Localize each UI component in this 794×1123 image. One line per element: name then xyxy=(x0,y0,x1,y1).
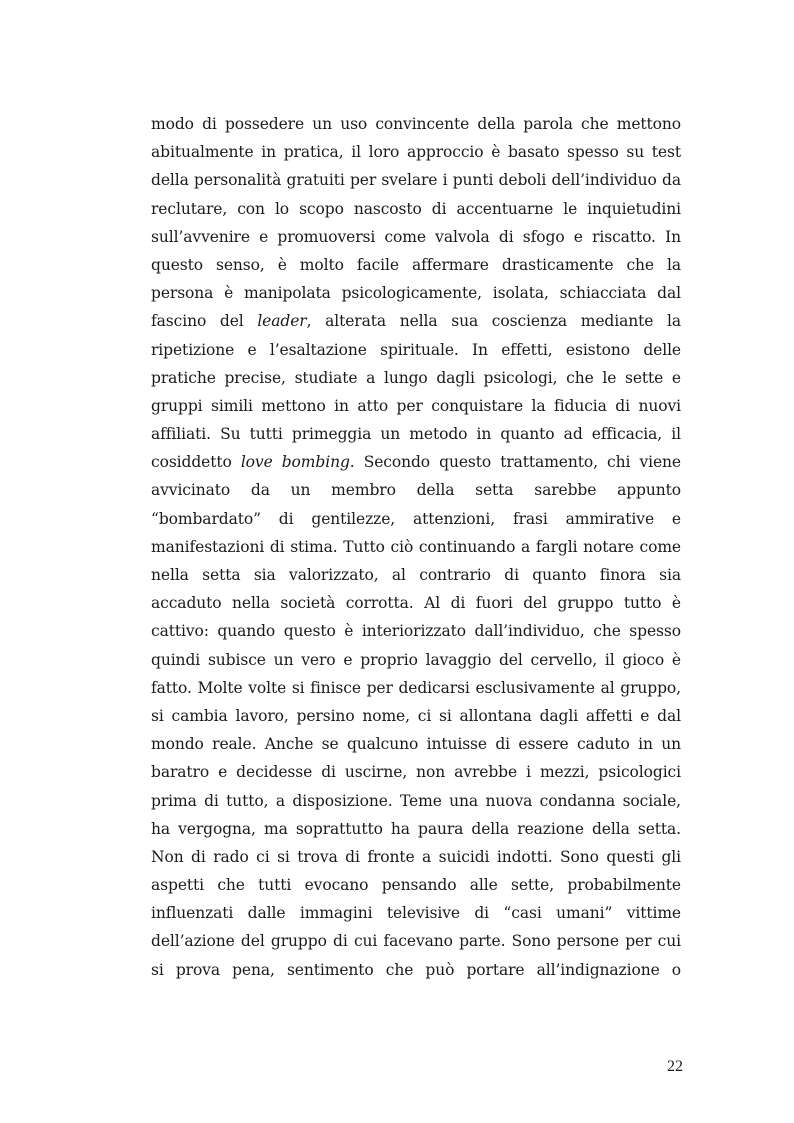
text-segment: , alterata nella sua coscienza mediante la xyxy=(306,312,681,331)
text-line: modo di possedere un uso convincente della parola che mettono xyxy=(151,115,681,133)
text-line: baratro e decidesse di uscirne, non avrebbe i mezzi, psicologici xyxy=(151,763,681,782)
text-line: affiliati. Su tutti primeggia un metodo in quanto ad efficacia, il xyxy=(151,425,681,444)
text-line: fatto. Molte volte si finisce per dedicarsi esclusivamente al gruppo, xyxy=(151,678,681,697)
text-line: ripetizione e l’esaltazione spirituale. In effetti, esistono delle xyxy=(151,340,681,359)
italic-term-love-bombing: love bombing xyxy=(240,453,350,472)
text-line xyxy=(151,307,681,335)
text-line: prima di tutto, a disposizione. Teme una nuova condanna sociale, xyxy=(151,791,681,810)
text-line: manifestazioni di stima. Tutto ciò continuando a fargli notare come xyxy=(151,537,681,556)
italic-term-leader: leader xyxy=(257,312,307,331)
text-segment: . Secondo questo trattamento, chi viene xyxy=(349,453,681,472)
text-line: cattivo: quando questo è interiorizzato dall’individuo, che spesso xyxy=(151,622,681,641)
text-line: sull’avvenire e promuoversi come valvola di sfogo e riscatto. In xyxy=(151,227,681,246)
text-line: “bombardato” di gentilezze, attenzioni, frasi ammirative e xyxy=(151,509,681,528)
text-line: dell’azione del gruppo di cui facevano parte. Sono persone per cui xyxy=(151,932,681,951)
text-line: reclutare, con lo scopo nascosto di accentuarne le inquietudini xyxy=(151,199,681,218)
text-segment: fascino del xyxy=(151,312,258,331)
text-segment: cosiddetto xyxy=(151,453,241,472)
text-line: accaduto nella società corrotta. Al di fuori del gruppo tutto è xyxy=(151,594,681,613)
text-line: questo senso, è molto facile affermare drasticamente che la xyxy=(151,255,681,274)
text-line: gruppi simili mettono in atto per conquistare la fiducia di nuovi xyxy=(151,396,681,415)
text-line: si cambia lavoro, persino nome, ci si allontana dagli affetti e dal xyxy=(151,706,681,725)
text-line: persona è manipolata psicologicamente, isolata, schiacciata dal xyxy=(151,284,681,303)
text-line: ha vergogna, ma soprattutto ha paura della reazione della setta. xyxy=(151,819,681,838)
text-line: aspetti che tutti evocano pensando alle sette, probabilmente xyxy=(151,876,681,895)
text-line: nella setta sia valorizzato, al contrario di quanto finora sia xyxy=(151,566,681,584)
text-line xyxy=(151,448,681,476)
text-line: si prova pena, sentimento che può portare all’indignazione o xyxy=(151,960,681,979)
text-line: avvicinato da un membro della setta sarebbe appunto xyxy=(151,481,681,500)
text-line: Non di rado ci si trova di fronte a suicidi indotti. Sono questi gli xyxy=(151,847,681,866)
body-paragraph xyxy=(151,110,681,984)
text-line: quindi subisce un vero e proprio lavaggio del cervello, il gioco è xyxy=(151,650,681,669)
text-line: mondo reale. Anche se qualcuno intuisse di essere caduto in un xyxy=(151,735,681,754)
page-number: 22 xyxy=(667,1058,683,1075)
text-line: influenzati dalle immagini televisive di “casi umani” vittime xyxy=(151,904,681,923)
text-line: della personalità gratuiti per svelare i punti deboli dell’individuo da xyxy=(151,171,681,190)
text-line: pratiche precise, studiate a lungo dagli psicologi, che le sette e xyxy=(151,368,681,387)
text-line: abitualmente in pratica, il loro approccio è basato spesso su test xyxy=(151,143,681,162)
